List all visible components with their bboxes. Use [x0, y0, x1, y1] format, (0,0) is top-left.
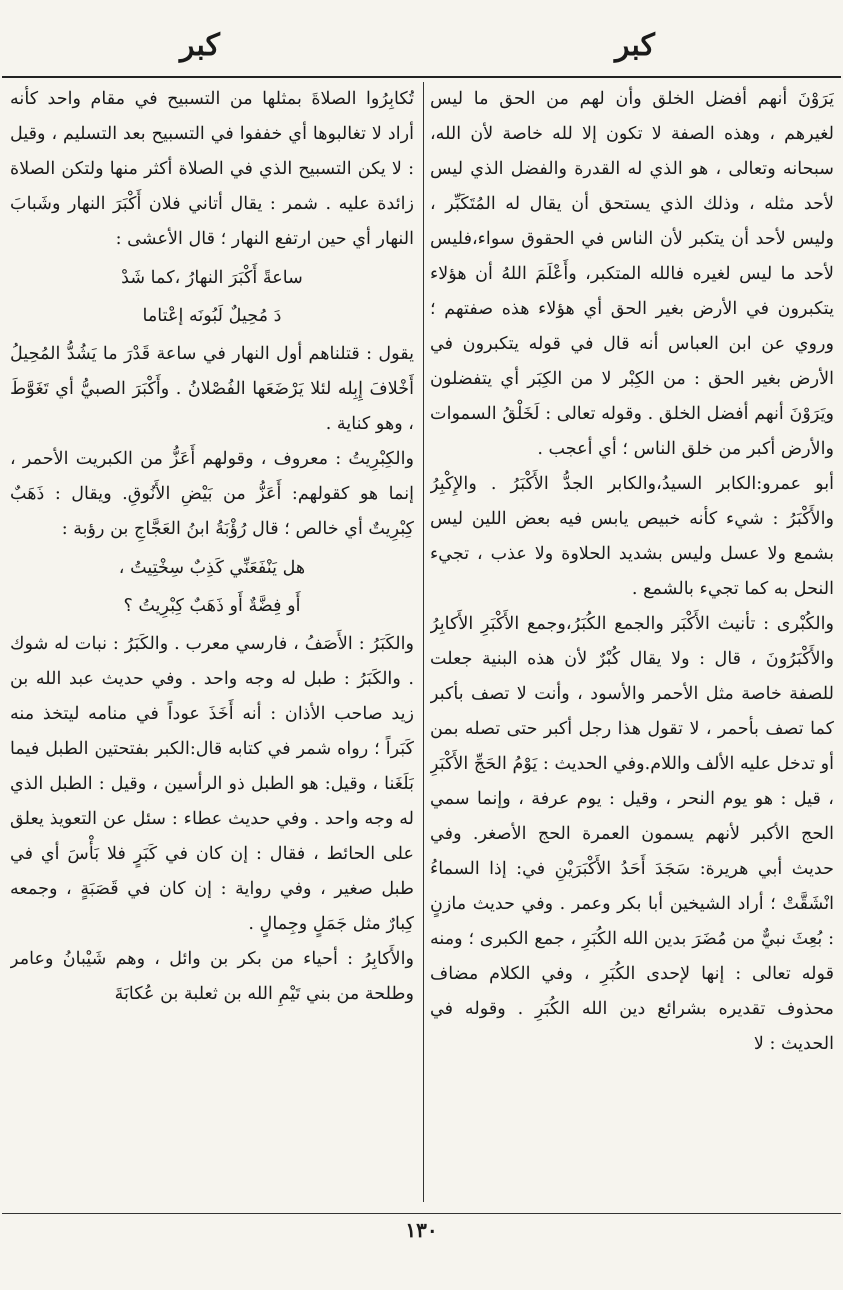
- paragraph: يقول : قتلناهم أول النهار في ساعة قَدْرَ ما يَشُدُّ المُحِيلُ أَخْلافَ إِبِله لئلا يَرْضَعَها الفُصْلانُ . وأَكْبَرَ الصبيُّ أي تَغَوَّطَ ، وهو كناية .: [10, 344, 414, 434]
- right-column: [430, 82, 834, 1207]
- header-word-left: كبر: [180, 28, 220, 63]
- verse-line: هل يَنْفَعَنِّي كَذِبٌ سِخْتِيتُ ،: [118, 558, 306, 578]
- left-column: [10, 82, 414, 1207]
- verse-line: ساعةً أَكْبَرَ النهارُ ،كما شَدْ: [121, 268, 303, 288]
- paragraph: يَرَوْنَ أنهم أفضل الخلق وأن لهم من الحق ما ليس لغيرهم ، وهذه الصفة لا تكون إلا لله خاصة لأن الله، سبحانه وتعالى ، هو الذي له القدرة والفضل الذي ليس لأحد مثله ، وذلك الذي يستحق أن يقال له المُتَكَبِّر ، وليس لأحد أن يتكبر لأن الناس في الحقوق سواء،فليس لأحد ما ليس لغيره فالله المتكبر، وأَعْلَمَ اللهُ أن هؤلاء يتكبرون في الأرض بغير الحق أي هؤلاء هذه صفتهم ؛ وروي عن ابن العباس أنه قال في قوله يتكبرون في الأرض بغير الحق : من الكِبْر لا من الكِبَر أي يتفضلون ويَرَوْنَ أنهم أفضل الخلق . وقوله تعالى : لَخَلْقُ السموات والأرض أكبر من خلق الناس ؛ أي أعجب .: [430, 89, 834, 459]
- header-word-right: كبر: [615, 28, 655, 63]
- top-rule: [2, 76, 841, 78]
- paragraph: والكُبْرى : تأنيث الأَكْبَر والجمع الكُبَرُ،وجمع الأَكْبَرِ الأَكابِرُ والأَكْبَرُونَ ، قال : ولا يقال كُبْرٌ لأن هذه البنية جعلت للصفة خاصة مثل الأحمر والأسود ، وأنت لا تصف بأكبر كما تصف بأحمر ، لا تقول هذا رجل أكبر حتى تصله بمن أو تدخل عليه الألف واللام.وفي الحديث : يَوْمُ الحَجِّ الأَكْبَرِ ، قيل : هو يوم النحر ، وقيل : يوم عرفة ، وإنما سمي الحج الأكبر لأنهم يسمون العمرة الحج الأصغر. وفي حديث أبي هريرة: سَجَدَ أَحَدُ الأَكْبَرَيْنِ في: إذا السماءُ انْشَقَّتْ ؛ أراد الشيخين أبا بكر وعمر . وفي حديث مازنٍ : بُعِثَ نبيٌّ من مُضَرَ بدين الله الكُبَرِ ، جمع الكبرى ؛ ومنه قوله تعالى : إنها لإحدى الكُبَرِ ، وفي الكلام مضاف محذوف تقديره بشرائع دين الله الكُبَرِ . وقوله في الحديث : لا: [430, 614, 834, 1054]
- paragraph: أبو عمرو:الكابر السيدُ،والكابر الجدُّ الأَكْبَرُ . والإِكْبِرُ والأَكْبَرُ : شيء كأنه خبيص يابس فيه بعض اللين ليس بشمع ولا عسل وليس بشديد الحلاوة ولا عذب ، تجيء النحل به كما تجيء بالشمع .: [430, 474, 834, 599]
- paragraph: والأَكابِرُ : أحياء من بكر بن وائل ، وهم شَيْبانُ وعامر وطلحة من بني تَيْمِ الله بن ثعلبة بن عُكابَةَ: [10, 949, 414, 1004]
- paragraph: تُكابِرُوا الصلاةَ بمثلها من التسبيح في مقام واحد كأنه أراد لا تغالبوها أي خففوا في التسبيح بعد التسليم ، وقيل : لا يكن التسبيح الذي في الصلاة أكثر منها ولتكن الصلاة زائدة عليه . شمر : يقال أتاني فلان أَكْبَرَ النهار وشَبابَ النهار أي حين ارتفع النهار ؛ قال الأعشى :: [10, 89, 414, 249]
- column-divider: [423, 82, 424, 1202]
- paragraph: والكِبْرِيتُ : معروف ، وقولهم أَعَزُّ من الكبريت الأحمر ، إنما هو كقولهم: أَعَزُّ من بَيْضِ الأَنُوقِ. ويقال : ذَهَبٌ كِبْرِيتٌ أي خالص ؛ قال رُؤْبَةُ ابنُ العَجَّاجِ بن رؤبة :: [10, 449, 414, 539]
- bottom-rule: [2, 1213, 841, 1214]
- verse-line: دَ مُحِيلٌ لَبُونَه إعْتاما: [142, 306, 282, 326]
- verse-line: أَو فِضَّةٌ أَو ذَهَبٌ كِبْرِيتُ ؟: [123, 596, 301, 616]
- page-number: ١٣٠: [405, 1218, 438, 1242]
- paragraph: والكَبَرُ : الأَصَفُ ، فارسي معرب . والكَبَرُ : نبات له شوك . والكَبَرُ : طبل له وجه واحد . وفي حديث عبد الله بن زيد صاحب الأذان : أنه أَخَذَ عوداً في منامه ليتخذ منه كَبَراً ؛ رواه شمر في كتابه قال:الكبر بفتحتين الطبل فيما بَلَغَنا ، وقيل: هو الطبل ذو الرأسين ، وقيل : الطبل الذي له وجه واحد . وفي حديث عطاء : سئل عن التعويذ يعلق على الحائط ، فقال : إن كان في كَبَرٍ فلا بَأْسَ أي في طبل صغير ، وفي رواية : إن كان في قَصَبَةٍ ، وجمعه كِبارٌ مثل جَمَلٍ وجِمالٍ .: [10, 634, 414, 934]
